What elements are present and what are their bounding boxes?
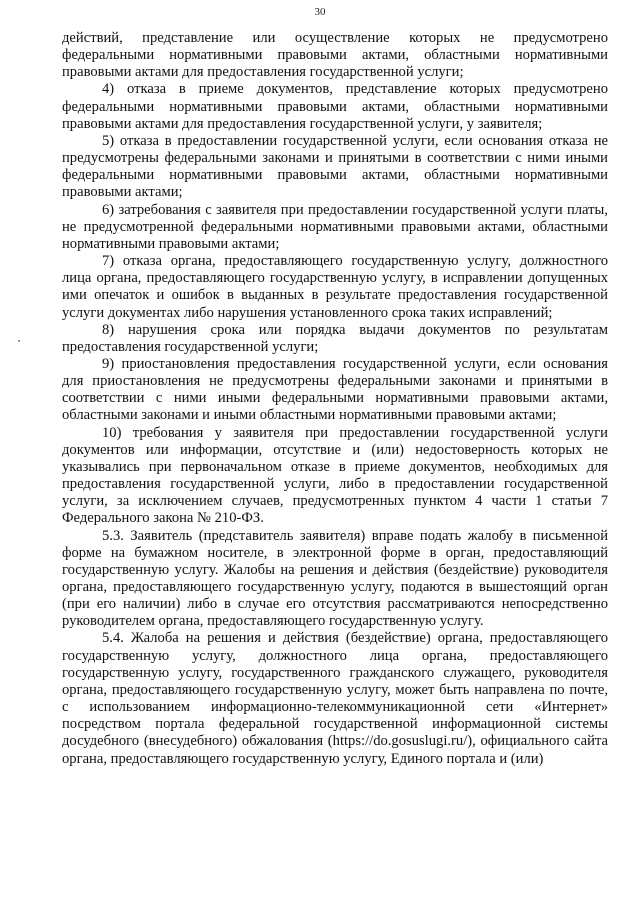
- page-number: 30: [314, 6, 326, 18]
- document-body: [62, 30, 608, 768]
- paragraph-item-9: 9) приостановления предоставления государственной услуги, если основания для приостановления не предусмотрены федеральными законами и принятыми в соответствии с ними иными федеральными нормативными правовыми актами, областными законами и иными областными нормативными правовыми актами;: [62, 355, 608, 424]
- paragraph-section-5-4: 5.4. Жалоба на решения и действия (бездействие) органа, предоставляющего государственную услугу, должностного лица органа, предоставляющего государственную услугу, государственного гражданского служащего, руководителя органа, предоставляющего государственную услугу, может быть направлена по почте, с использованием информационно-телекоммуникационной сети «Интернет» посредством портала федеральной государственной информационной системы досудебного (внесудебного) обжалования (https://do.gosuslugi.ru/), официального сайта органа, предоставляющего государственную услугу, Единого портала и (или): [62, 630, 608, 767]
- paragraph-item-8: 8) нарушения срока или порядка выдачи документов по результатам предоставления государственной услуги;: [62, 321, 608, 355]
- paragraph-item-6: 6) затребования с заявителя при предоставлении государственной услуги платы, не предусмотренной федеральными нормативными правовыми актами, областными нормативными правовыми актами;: [62, 201, 608, 252]
- paragraph-section-5-3: 5.3. Заявитель (представитель заявителя) вправе подать жалобу в письменной форме на бумажном носителе, в электронной форме в орган, предоставляющий государственную услугу. Жалобы на решения и действия (бездействие) руководителя органа, предоставляющего государственную услугу, подаются в вышестоящий орган (при его наличии) либо в случае его отсутствия рассматриваются непосредственно руководителем органа, предоставляющего государственную услугу.: [62, 527, 608, 630]
- paragraph-item-5: 5) отказа в предоставлении государственной услуги, если основания отказа не предусмотрены федеральными законами и принятыми в соответствии с ними иными федеральными нормативными правовыми актами, областными нормативными правовыми актами;: [62, 132, 608, 201]
- paragraph-item-10: 10) требования у заявителя при предоставлении государственной услуги документов или информации, отсутствие и (или) недостоверность которых не указывались при первоначальном отказе в приеме документов, необходимых для предоставления государственной услуги, либо в предоставлении государственной услуги, за исключением случаев, предусмотренных пунктом 4 части 1 статьи 7 Федерального закона № 210-ФЗ.: [62, 424, 608, 527]
- paragraph-continuation: действий, представление или осуществление которых не предусмотрено федеральными нормативными правовыми актами, областными нормативными правовыми актами для предоставления государственной услуги;: [62, 30, 608, 81]
- scan-mark: [18, 340, 20, 342]
- paragraph-item-4: 4) отказа в приеме документов, представление которых предусмотрено федеральными нормативными правовыми актами, областными нормативными правовыми актами для предоставления государственной услуги, у заявителя;: [62, 81, 608, 132]
- paragraph-item-7: 7) отказа органа, предоставляющего государственную услугу, должностного лица органа, предоставляющего государственную услугу, в исправлении допущенных ими опечаток и ошибок в выданных в результате предоставления государственной услуги документах либо нарушения установленного срока таких исправлений;: [62, 253, 608, 321]
